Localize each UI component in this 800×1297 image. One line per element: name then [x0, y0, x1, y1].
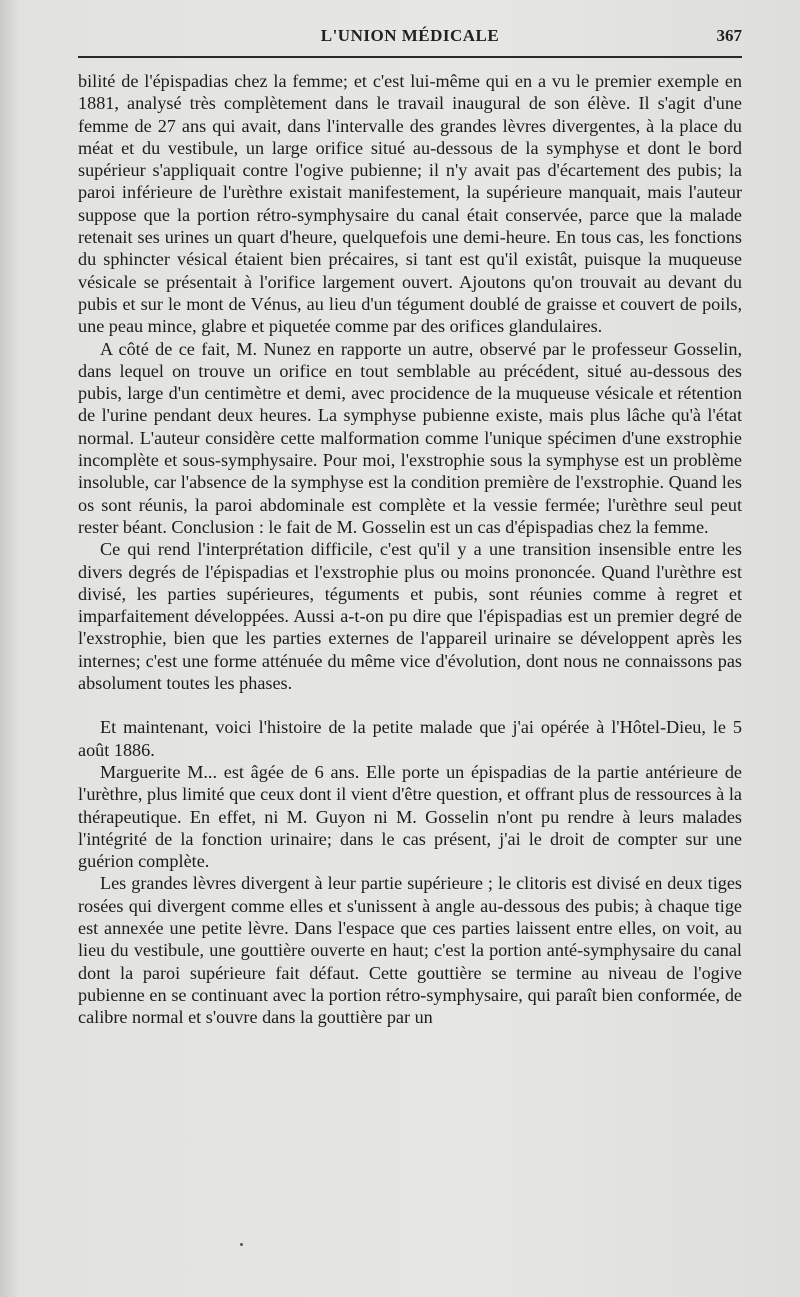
paragraph-1: bilité de l'épispadias chez la femme; et c'est lui-même qui en a vu le premier exemple en 1881, analysé très complètement dans le travail inaugural de son élève. Il s'agit d'une femme de 27 ans qui avait, dans l'intervalle des grandes lèvres divergentes, à la place du méat et du vestibule, un large orifice situé au-dessous de la symphyse et dont le bord supérieur s'appliquait contre l'ogive pubienne; il n'y avait pas d'écartement des pubis; la paroi inférieure de l'urèthre existait manifestement, la supérieure manquait, mais l'auteur suppose que la portion rétro-symphysaire du canal était conservée, parce que la malade retenait ses urines un quart d'heure, quelquefois une demi-heure. En tous cas, les fonctions du sphincter vésical étaient bien précaires, si tant est qu'il existât, puisque la muqueuse vésicale se présentait à l'orifice largement ouvert. Ajoutons qu'on trouvait au devant du pubis et sur le mont de Vénus, au lieu d'un tégument doublé de graisse et couvert de poils, une peau mince, glabre et piquetée comme par des orifices glandulaires. — [78, 71, 742, 337]
paragraph-5: Marguerite M... est âgée de 6 ans. Elle porte un épispadias de la partie antérieure de l'urèthre, plus limité que ceux dont il vient d'être question, et offrant plus de ressources à la thérapeutique. En effet, ni M. Guyon ni M. Gosselin n'ont pu rendre à leurs malades l'intégrité de la fonction urinaire; dans le cas présent, j'ai le droit de compter sur une guérion complète. — [78, 761, 742, 872]
body-text — [78, 70, 742, 1028]
paragraph-4: Et maintenant, voici l'histoire de la petite malade que j'ai opérée à l'Hôtel-Dieu, le 5 août 1886. — [78, 717, 742, 760]
paragraph-2: A côté de ce fait, M. Nunez en rapporte un autre, observé par le professeur Gosselin, dans lequel on trouve un orifice en tout semblable au précédent, situé au-dessous des pubis, large d'un centimètre et demi, avec procidence de la muqueuse vésicale et rétention de l'urine pendant deux heures. La symphyse pubienne existe, mais plus lâche qu'à l'état normal. L'auteur considère cette malformation comme l'unique spécimen d'une exstrophie incomplète et sous-symphysaire. Pour moi, l'exstrophie sous la symphyse est un problème insoluble, car l'absence de la symphyse est la condition première de l'exstrophie. Quand les os sont réunis, la paroi abdominale est complète et la vessie fermée; l'urèthre seul peut rester béant. Conclusion : le fait de M. Gosselin est un cas d'épispadias chez la femme. — [78, 338, 742, 537]
header-rule — [78, 56, 742, 58]
page-number: 367 — [716, 26, 742, 45]
page-header — [78, 26, 742, 54]
running-title: L'UNION MÉDICALE — [320, 26, 500, 45]
footer-dot — [240, 1243, 243, 1246]
paragraph-3: Ce qui rend l'interprétation difficile, c'est qu'il y a une transition insensible entre les divers degrés de l'épispadias et l'exstrophie plus ou moins prononcée. Quand l'urèthre est divisé, les parties supérieures, téguments et pubis, sont réunies comme à regret et imparfaitement développées. Aussi a-t-on pu dire que l'épispadias est un premier degré de l'exstrophie, bien que les parties externes de l'appareil urinaire se développent après les internes; c'est une forme atténuée du même vice d'évolution, dont nous ne connaissons pas absolument toutes les phases. — [78, 539, 742, 694]
paragraph-6: Les grandes lèvres divergent à leur partie supérieure ; le clitoris est divisé en deux tiges rosées qui divergent comme elles et s'unissent à angle au-dessous des pubis; à chaque tige est annexée une petite lèvre. Dans l'espace que ces parties laissent entre elles, on voit, au lieu du vestibule, une gouttière ouverte en haut; c'est la portion anté-symphysaire du canal dont la paroi supérieure fait défaut. Cette gouttière se termine au niveau de l'ogive pubienne en se continuant avec la portion rétro-symphysaire, qui paraît bien conformée, de calibre normal et s'ouvre dans la gouttière par un — [78, 873, 742, 1028]
